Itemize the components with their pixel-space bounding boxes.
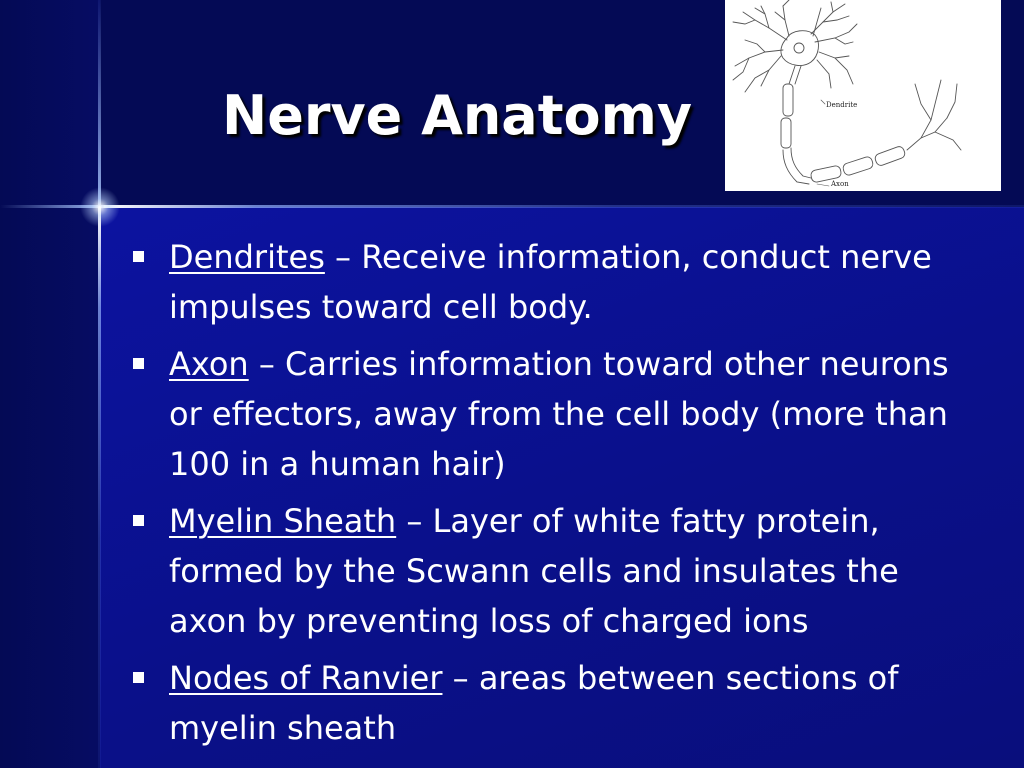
left-band [0, 0, 100, 768]
bullet-square-icon [133, 515, 144, 526]
bullet-text: – Carries information toward other neurons or effectors, away from the cell body (more than 100 in a human hair) [169, 345, 949, 483]
bullet-axon [128, 339, 968, 489]
bullet-myelin-sheath [128, 496, 968, 646]
bullet-square-icon [133, 358, 144, 369]
axon-label: Axon [831, 180, 849, 188]
light-flare-glow [80, 187, 120, 227]
bullet-term: Myelin Sheath [169, 502, 397, 540]
neuron-diagram [725, 0, 1001, 191]
slide-title: Nerve Anatomy [222, 84, 693, 147]
dendrite-label: Dendrite [826, 101, 858, 109]
bullet-text: – Layer of white fatty protein, formed by the Scwann cells and insulates the axon by preventing loss of charged ions [169, 502, 899, 640]
bullet-term: Nodes of Ranvier [169, 659, 443, 697]
bullet-text: – Receive information, conduct nerve impulses toward cell body. [169, 238, 932, 326]
light-flare-vertical [98, 0, 101, 768]
bullet-square-icon [133, 251, 144, 262]
bullet-square-icon [133, 672, 144, 683]
bullet-list [128, 232, 968, 760]
bullet-nodes-of-ranvier [128, 653, 968, 753]
neuron-illustration [725, 0, 1001, 191]
light-flare-horizontal [0, 205, 1024, 208]
bullet-term: Axon [169, 345, 249, 383]
bullet-text: – areas between sections of myelin sheath [169, 659, 899, 747]
bullet-dendrites [128, 232, 968, 332]
bullet-term: Dendrites [169, 238, 325, 276]
